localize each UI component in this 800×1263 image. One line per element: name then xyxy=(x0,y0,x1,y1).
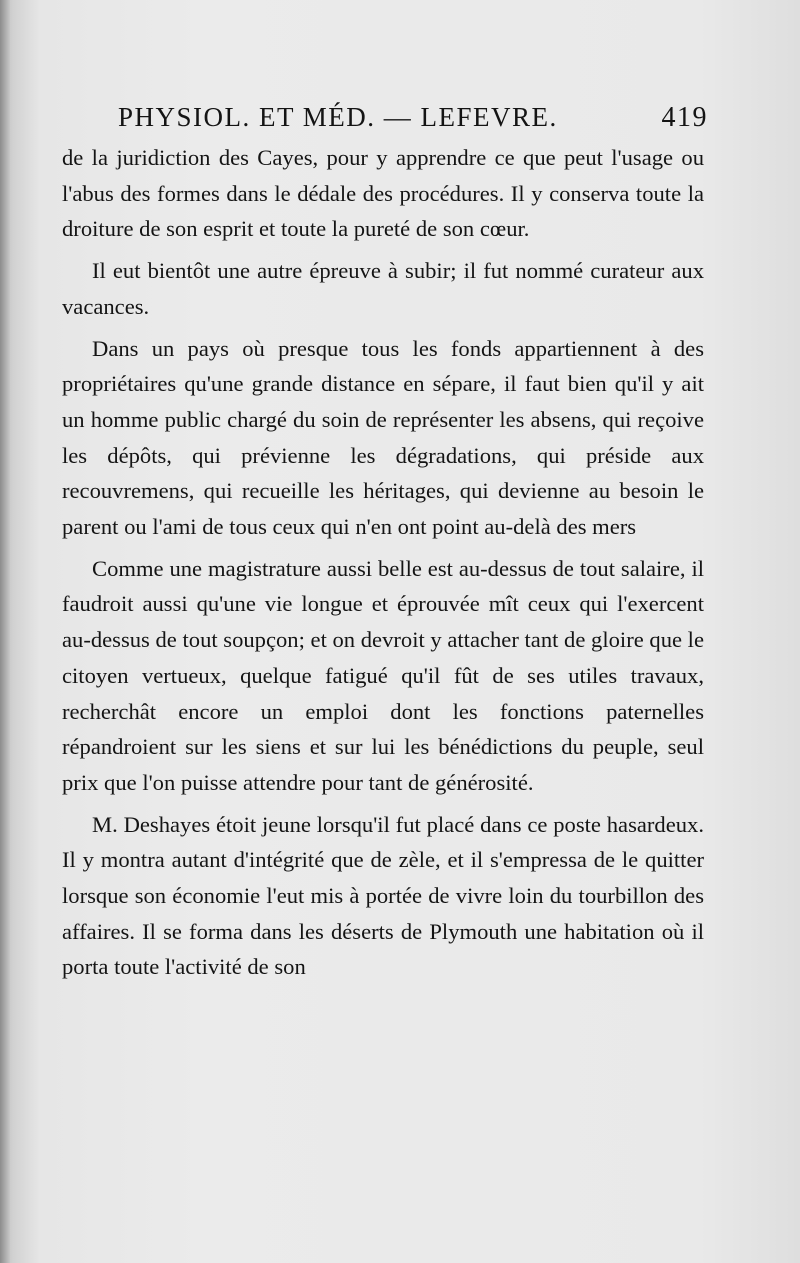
paragraph-4: Comme une magistrature aussi belle est au-dessus de tout salaire, il faudroit aussi qu'une vie longue et éprouvée mît ceux qui l'exercent au-dessus de tout soupçon; et on devroit y attacher tant de gloire que le citoyen vertueux, quelque fatigué qu'il fût de ses utiles travaux, recherchât encore un emploi dont les fonctions paternelles répandroient sur les siens et sur lui les bénédictions du peuple, seul prix que l'on puisse attendre pour tant de générosité. xyxy=(62,555,704,795)
page-gutter-shadow xyxy=(0,0,10,1263)
page-number: 419 xyxy=(661,102,708,133)
paragraph-1: de la juridiction des Cayes, pour y apprendre ce que peut l'usage ou l'abus des formes dans le dédale des procédures. Il y conserva toute la droiture de son esprit et toute la pureté de son cœur. xyxy=(62,145,704,242)
paragraph-5: M. Deshayes étoit jeune lorsqu'il fut placé dans ce poste hasardeux. Il y montra autant d'intégrité que de zèle, et il s'empressa de le quitter lorsque son économie l'eut mis à portée de vivre loin du tourbillon des affaires. Il se forma dans les déserts de Plymouth une habitation où il porta toute l'activité de son xyxy=(62,811,704,980)
running-head xyxy=(118,102,708,142)
paragraph-3: Dans un pays où presque tous les fonds appartiennent à des propriétaires qu'une grande distance en sépare, il faut bien qu'il y ait un homme public chargé du soin de représenter les absens, qui reçoive les dépôts, qui prévienne les dégradations, qui préside aux recouvremens, qui recueille les héritages, qui devienne au besoin le parent ou l'ami de tous ceux qui n'en ont point au-delà des mers xyxy=(62,335,704,540)
body-text xyxy=(62,140,704,985)
running-title: PHYSIOL. ET MÉD. — LEFEVRE. xyxy=(118,102,558,132)
paragraph-2: Il eut bientôt une autre épreuve à subir; il fut nommé curateur aux vacances. xyxy=(62,258,704,319)
